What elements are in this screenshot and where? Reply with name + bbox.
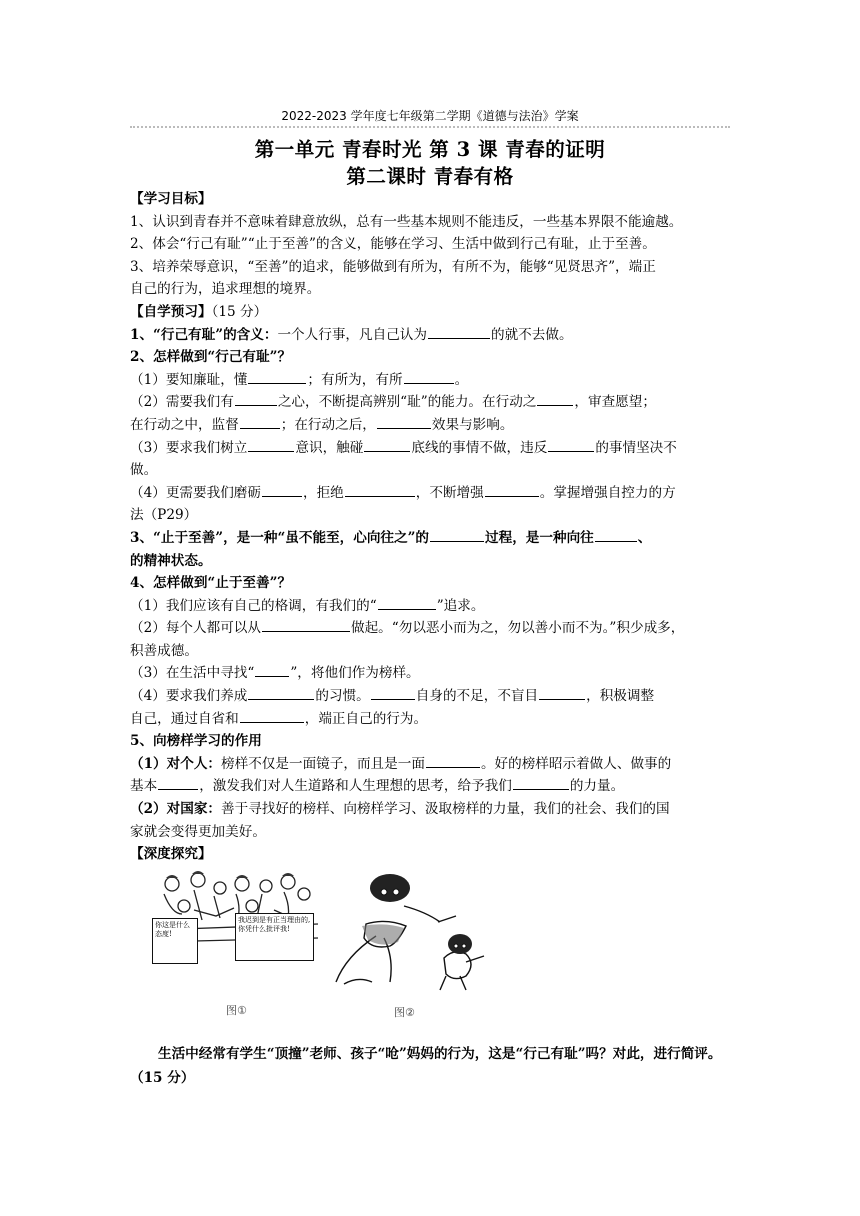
question-1 bbox=[130, 324, 732, 347]
question-text: ，不断增强 bbox=[415, 484, 484, 501]
question-text: 在行动之中，监督 bbox=[130, 416, 239, 433]
question-5-2-cont: 家就会变得更加美好。 bbox=[130, 823, 266, 840]
question-text: ，端正自己的行为。 bbox=[304, 710, 428, 727]
answer-blank[interactable] bbox=[262, 618, 350, 632]
question-text: 善于寻找好的榜样、向榜样学习、汲取榜样的力量，我们的社会、我们的国 bbox=[221, 801, 670, 818]
question-label: （1）对个人： bbox=[130, 755, 222, 772]
page-header: 2022-2023 学年度七年级第二学期《道德与法治》学案 bbox=[281, 109, 579, 123]
figure-1-label: 图① bbox=[226, 1003, 247, 1017]
answer-blank[interactable] bbox=[539, 686, 585, 700]
answer-blank[interactable] bbox=[513, 776, 569, 790]
evaluation-prompt: 生活中经常有学生“顶撞”老师、孩子“呛”妈妈的行为，这是“行己有耻”吗？对此，进行简评。（15 分） bbox=[130, 1045, 722, 1086]
question-text: ”追求。 bbox=[436, 597, 485, 614]
question-2-2 bbox=[130, 391, 732, 414]
question-text: ，激发我们对人生道路和人生理想的思考，给予我们 bbox=[199, 778, 512, 795]
question-text: 。好的榜样昭示着做人、做事的 bbox=[480, 755, 672, 772]
explore-heading: 【深度探究】 bbox=[130, 846, 212, 863]
question-2-2-cont bbox=[130, 414, 732, 437]
question-text: （1）要知廉耻，懂 bbox=[130, 371, 248, 388]
question-3 bbox=[130, 527, 732, 550]
question-text: 3、“止于至善”，是一种“虽不能至，心向往之”的 bbox=[130, 529, 430, 546]
question-text: 做起。“勿以恶小而为之，勿以善小而不为。”积少成多， bbox=[351, 620, 685, 637]
question-text: 自己，通过自省和 bbox=[130, 710, 239, 727]
answer-blank[interactable] bbox=[158, 776, 198, 790]
answer-blank[interactable] bbox=[430, 528, 484, 542]
question-text: 过程，是一种向往 bbox=[485, 529, 594, 546]
answer-blank[interactable] bbox=[426, 754, 480, 768]
preview-heading-line bbox=[130, 301, 732, 324]
question-text: （2）每个人都可以从 bbox=[130, 620, 261, 637]
lesson-title: 第二课时 青春有格 bbox=[346, 165, 514, 188]
question-text: 、 bbox=[637, 529, 652, 546]
question-4-4-cont bbox=[130, 708, 732, 731]
question-text: （3）在生活中寻找“ bbox=[130, 665, 255, 682]
question-text: 自身的不足，不盲目 bbox=[415, 688, 539, 705]
question-2: 2、怎样做到“行己有耻”？ bbox=[130, 349, 292, 366]
question-label: 1、“行己有耻”的含义： bbox=[130, 326, 278, 343]
answer-blank[interactable] bbox=[345, 483, 415, 497]
answer-blank[interactable] bbox=[378, 596, 436, 610]
header-divider bbox=[130, 126, 730, 128]
question-2-1 bbox=[130, 369, 732, 392]
question-text: 底线的事情不做，违反 bbox=[411, 439, 548, 456]
question-text: ，审查愿望； bbox=[574, 394, 656, 411]
answer-blank[interactable] bbox=[548, 438, 594, 452]
question-4: 4、怎样做到“止于至善”？ bbox=[130, 575, 292, 592]
answer-blank[interactable] bbox=[235, 392, 277, 406]
question-text: 之心，不断提高辨别“耻”的能力。在行动之 bbox=[277, 394, 537, 411]
mother-child-cartoon-image bbox=[326, 866, 496, 994]
answer-blank[interactable] bbox=[371, 686, 415, 700]
question-text: ，拒绝 bbox=[303, 484, 344, 501]
question-text: ；有所为，有所 bbox=[307, 371, 403, 388]
question-text: （3）要求我们树立 bbox=[130, 439, 248, 456]
question-4-4 bbox=[130, 685, 732, 708]
question-text: ，积极调整 bbox=[586, 688, 655, 705]
question-text: （2）需要我们有 bbox=[130, 394, 234, 411]
question-text: 的力量。 bbox=[569, 778, 625, 795]
answer-blank[interactable] bbox=[428, 325, 490, 339]
answer-blank[interactable] bbox=[248, 686, 314, 700]
answer-blank[interactable] bbox=[404, 370, 454, 384]
question-5: 5、向榜样学习的作用 bbox=[130, 733, 262, 750]
answer-blank[interactable] bbox=[364, 438, 410, 452]
question-4-1 bbox=[130, 595, 732, 618]
answer-blank[interactable] bbox=[262, 483, 302, 497]
question-2-3-cont: 做。 bbox=[130, 462, 158, 479]
preview-heading: 【自学预习】 bbox=[130, 303, 212, 320]
question-text: 一个人行事，凡自己认为 bbox=[277, 326, 427, 343]
answer-blank[interactable] bbox=[377, 415, 431, 429]
answer-blank[interactable] bbox=[248, 438, 294, 452]
answer-blank[interactable] bbox=[595, 528, 637, 542]
cartoon-figures bbox=[130, 866, 732, 1038]
question-text: 的就不去做。 bbox=[490, 326, 573, 343]
question-text: 。掌握增强自控力的方 bbox=[539, 484, 676, 501]
question-text: 。 bbox=[454, 371, 469, 388]
question-text: ”，将他们作为榜样。 bbox=[290, 665, 420, 682]
question-5-1-cont bbox=[130, 775, 732, 798]
figure-2-label: 图② bbox=[394, 1005, 415, 1019]
question-5-2 bbox=[130, 798, 732, 821]
question-text: 榜样不仅是一面镜子，而且是一面 bbox=[221, 755, 425, 772]
objective-item: 2、体会“行己有耻”“止于至善”的含义，能够在学习、生活中做到行己有耻，止于至善。 bbox=[130, 236, 656, 253]
question-text: ；在行动之后， bbox=[280, 416, 376, 433]
answer-blank[interactable] bbox=[537, 392, 573, 406]
question-text: （4）更需要我们磨砺 bbox=[130, 484, 261, 501]
unit-title: 第一单元 青春时光 第 3 课 青春的证明 bbox=[254, 138, 606, 161]
question-label: （2）对国家： bbox=[130, 801, 222, 818]
answer-blank[interactable] bbox=[248, 370, 306, 384]
question-text: 意识，触碰 bbox=[295, 439, 364, 456]
question-5-1 bbox=[130, 753, 732, 776]
question-2-4-cont: 法（P29） bbox=[130, 507, 198, 524]
question-text: 的事情坚决不 bbox=[595, 439, 677, 456]
question-text: 效果与影响。 bbox=[431, 416, 514, 433]
speech-bubble-teacher: 你这是什么态度! bbox=[152, 918, 198, 964]
preview-score: （15 分） bbox=[211, 303, 268, 320]
question-2-4 bbox=[130, 482, 732, 505]
question-2-3 bbox=[130, 437, 732, 460]
question-text: （4）要求我们养成 bbox=[130, 688, 248, 705]
question-text: 的习惯。 bbox=[315, 688, 370, 705]
question-3-cont: 的精神状态。 bbox=[130, 552, 212, 569]
objective-item: 1、认识到青春并不意味着肆意放纵，总有一些基本规则不能违反，一些基本界限不能逾越。 bbox=[130, 213, 683, 230]
speech-bubble-student: 我迟到是有正当理由的,你凭什么批评我! bbox=[235, 913, 314, 961]
answer-blank[interactable] bbox=[240, 415, 280, 429]
question-text: （1）我们应该有自己的格调，有我们的“ bbox=[130, 597, 377, 614]
question-4-3 bbox=[130, 662, 732, 685]
answer-blank[interactable] bbox=[240, 709, 304, 723]
question-4-2-cont: 积善成德。 bbox=[130, 642, 198, 659]
objective-item: 自己的行为，追求理想的境界。 bbox=[130, 281, 321, 298]
worksheet-body bbox=[130, 188, 732, 1090]
question-text: 基本 bbox=[130, 778, 158, 795]
answer-blank[interactable] bbox=[485, 483, 539, 497]
question-4-2 bbox=[130, 617, 732, 640]
objectives-heading: 【学习目标】 bbox=[130, 191, 212, 207]
objective-item: 3、培养荣辱意识，“至善”的追求，能够做到有所为，有所不为，能够“见贤思齐”，端正 bbox=[130, 258, 656, 275]
answer-blank[interactable] bbox=[255, 663, 289, 677]
